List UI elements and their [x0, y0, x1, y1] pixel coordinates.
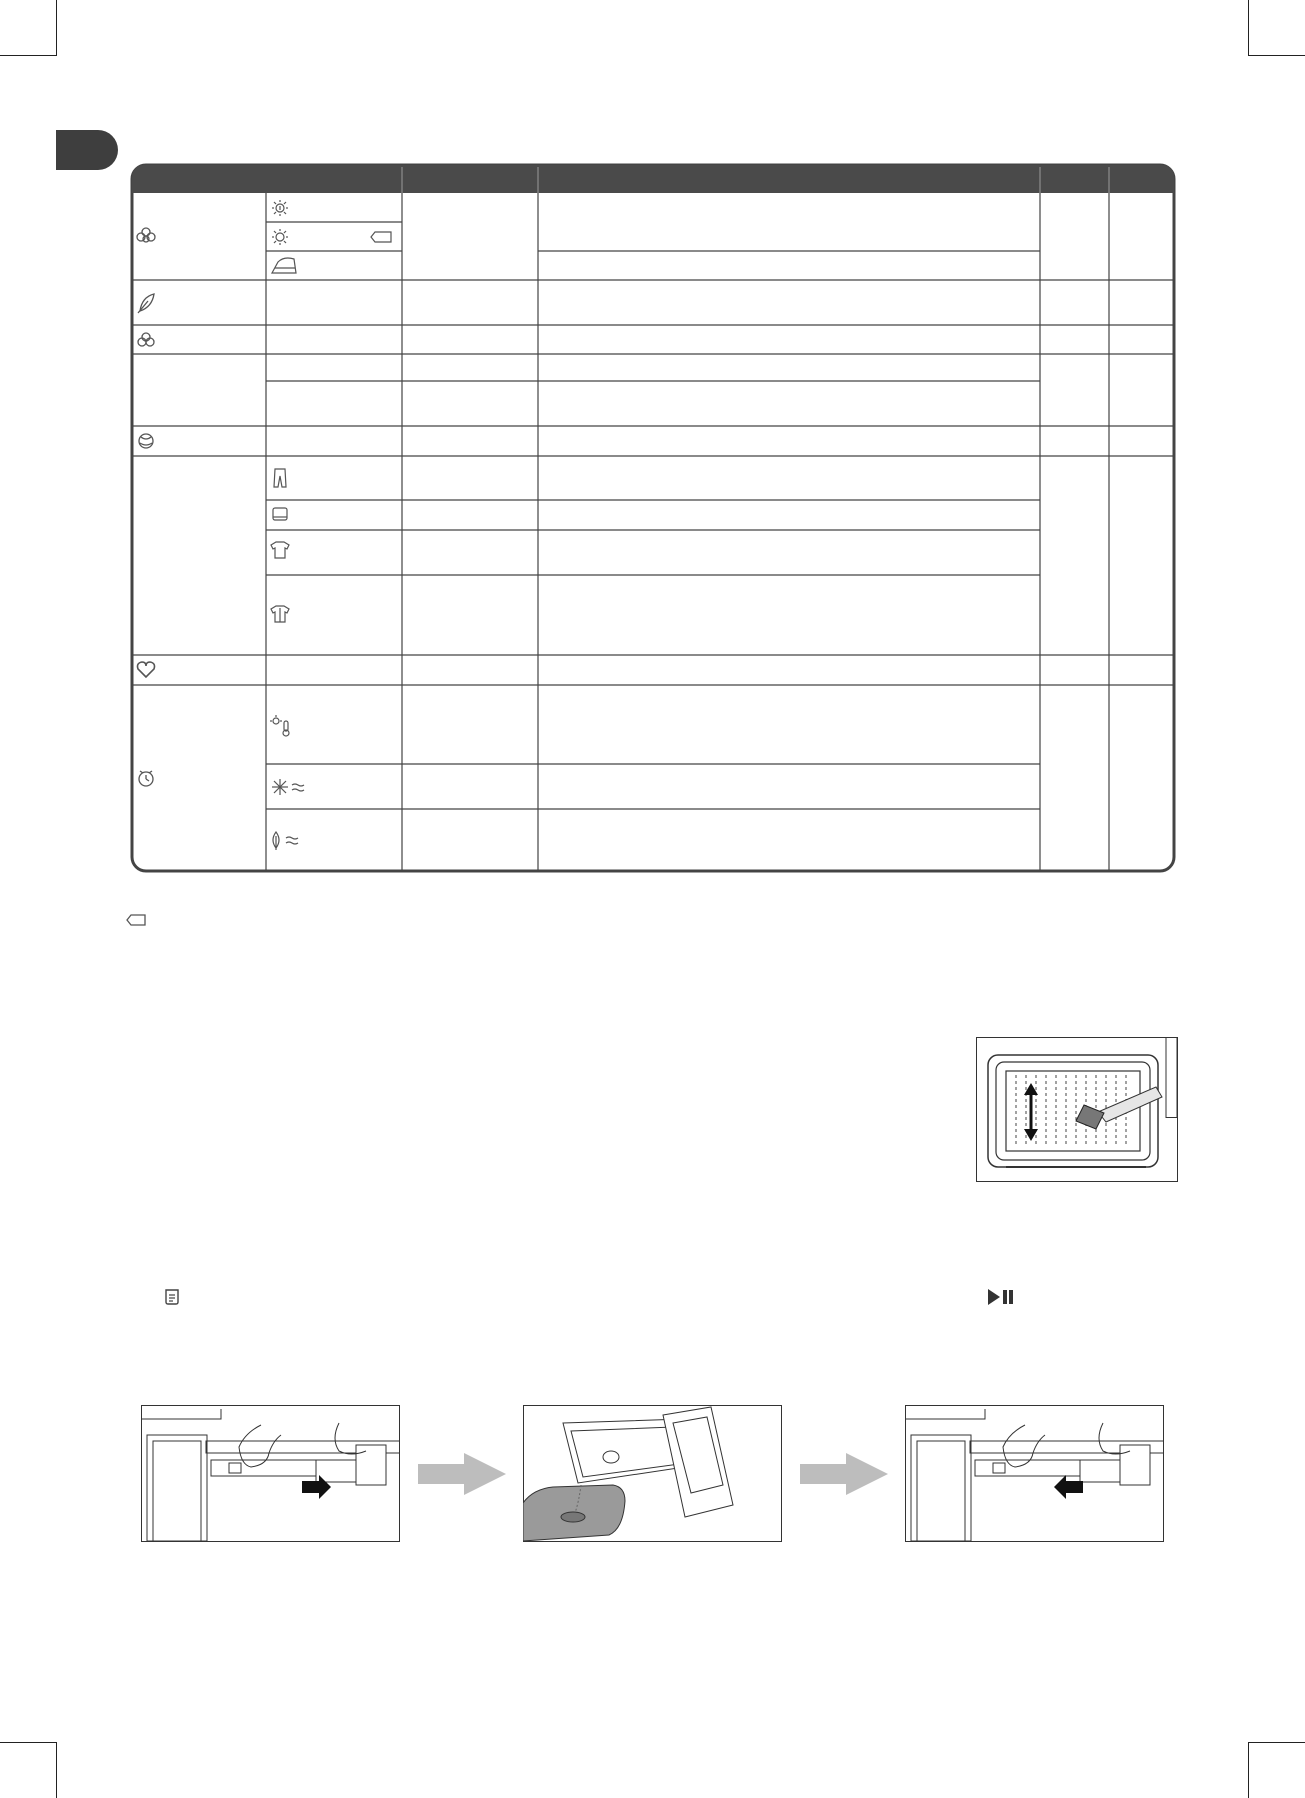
program-table	[130, 163, 1176, 873]
filter-cleaning-illustration	[976, 1037, 1178, 1182]
empty-tank-illustration	[523, 1405, 782, 1542]
arrow-right-icon	[418, 1453, 508, 1495]
insert-tank-illustration	[905, 1405, 1164, 1542]
arrow-right-icon-2	[800, 1453, 890, 1495]
table-header	[132, 165, 1174, 193]
footnote-energy-label-icon	[126, 913, 148, 927]
water-tank-icon	[162, 1287, 182, 1307]
table-frame	[132, 165, 1174, 871]
language-tab	[56, 130, 118, 170]
play-pause-icon	[986, 1287, 1016, 1307]
pull-out-tank-illustration	[141, 1405, 400, 1542]
